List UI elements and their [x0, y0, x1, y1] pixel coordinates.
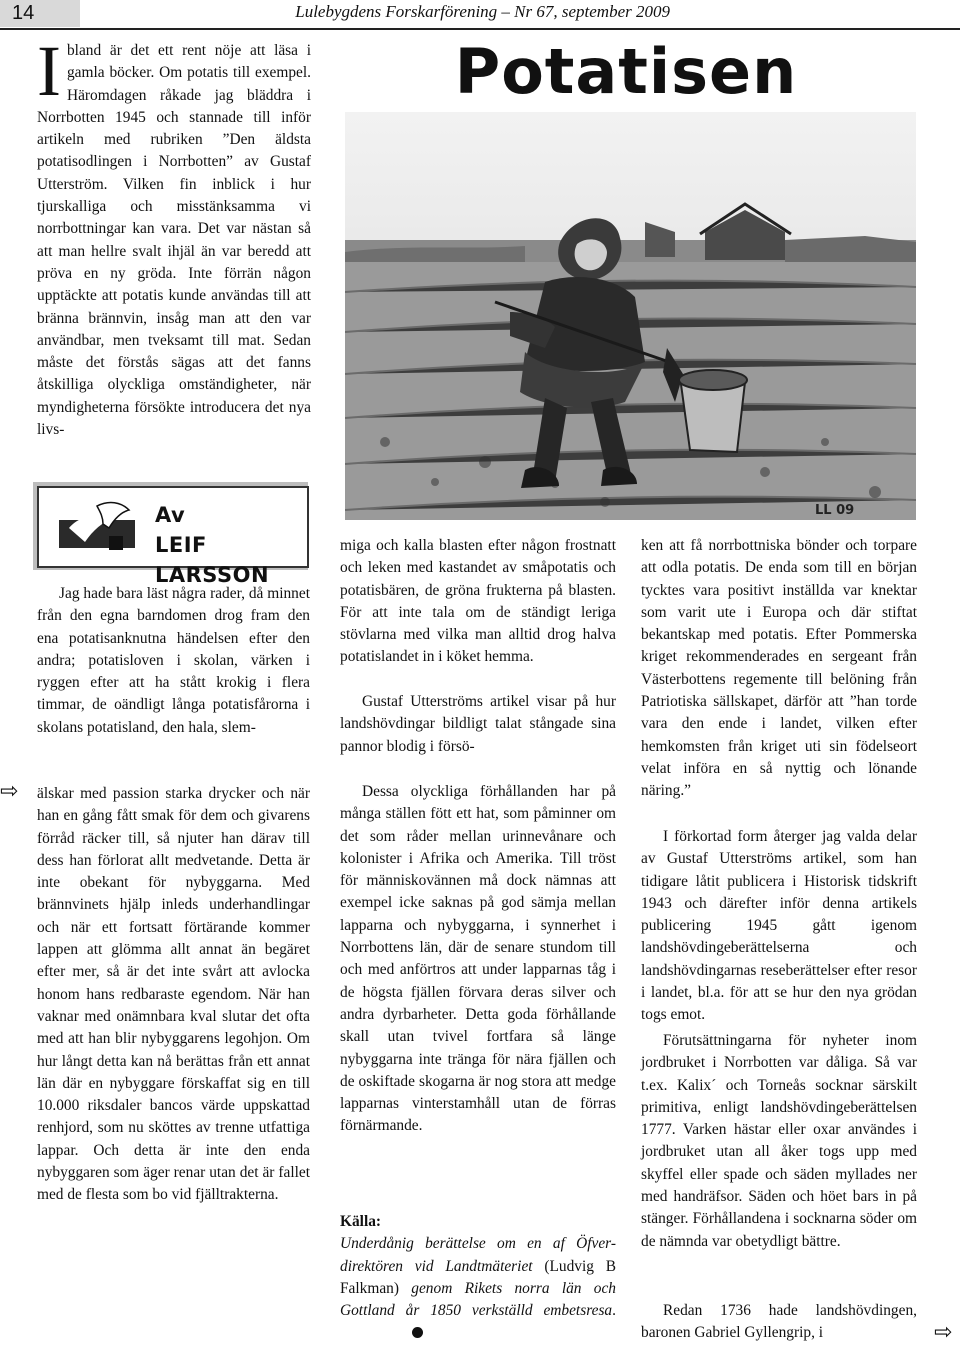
- end-mark: [412, 1327, 423, 1338]
- source-period: .: [612, 1302, 616, 1320]
- page-header: [0, 0, 960, 30]
- drop-cap: I: [37, 31, 61, 111]
- potato-digging-illustration: [345, 112, 916, 520]
- quill-and-inkwell-icon: [57, 498, 137, 562]
- intro-text: bland är det ett rent nöje att läsa i gamla böcker. Om potatis till exempel. Häromdagen råkade jag bläddra i Norrbotten 1945 och stannade till inför artikeln med rubriken ”Den äldsta potatisodlingen i Norrbotten” av Gustaf Utterström. Vilken fin inblick i hur tjurskalliga och misstänksamma vi norrbottningar kan vara. Det var nästan så att man hellre svalt ihjäl än var beredd att pröva en ny gröda. Inte förrän någon upptäckte att potatis kunde användas till att bränna brännvin, insåg man att den var användbar, men tveksamt till mat. Sedan måste det förstås sägas att det fanns åtskilliga olyckliga omständigheter, när myndigheterna försökte introducera det nya livs-: [37, 42, 311, 439]
- col3-paragraph-2: I förkortad form återger jag valda delar av Gustaf Utterströms artikel, som han tidigare låtit publicera i Historisk tidskrift 1943 och därefter inför denna artikels publicering 1945 gått igenom landshövdingeberättelserna och landshövdingarnas reseberättelser efter resor i landet, bl.a. för att se hur den nya grödan togs emot.: [641, 828, 917, 1024]
- col2-paragraph-2: Gustaf Utterströms artikel visar på hur landshövdingar bildligt talat stångade sina pannor blodig i försö-: [340, 693, 616, 755]
- col2-paragraph-1: miga och kalla blasten efter någon frostnatt och leken med kastandet av småpotatis och potatisbären, de gröna frukterna på blasten. För att inte tala om de ständigt leriga stövlarna med vilka man alltid drog halva potatislandet in i köket hemma.: [340, 537, 616, 666]
- col2-paragraph-3: Dessa olyckliga förhållanden har på många ställen fött ett hat, som påminner om det som råder mellan urinnevånare och kolonister i Afrika och Amerika. Till tröst för människovännen må dock nämnas att exempel icke saknas på god sämja mellan lapparna och nybyggarna, i synnerhet i Norrbottens län, där de senare stundom till och med anförtros att under lapparnas tåg i de högsta fjällen förvara deras silver och andra dyrbarheter. Detta goda förhållande skall utan tvivel fortfara så länge nybyggarna inte tränga för nära fjällen och de oskiftade skogarna är nog stora att medge lapparnas vinterstamhåll utan de förras förnärmande.: [340, 783, 616, 1135]
- byline-prefix: Av: [155, 503, 186, 527]
- col3-paragraph-1: ken att få norrbottniska bönder och torpare att odla potatis. De enda som till en början tycktes vara positivt inställda var knektar som varit ute i Europa och där stiftat bekantskap med potatis. Efter Pommerska kriget rekommenderades en sergeant från Västerbottens regemente till belöning från Patriotiska sällskapet, därför att ”han torde vara den ende i landet, vilken efter hemkomsten från kriget uti sin födelseort velat införa en så nyttig och lönande näring.”: [641, 537, 917, 800]
- source-title-2: genom Rikets norra län och Gottland år 1850 verkställd embetsresa: [340, 1279, 616, 1320]
- arrow-right-icon: ⇨: [0, 779, 19, 804]
- col3-paragraph-4: Redan 1736 hade landshövdingen, baronen Gabriel Gyllengrip, i: [641, 1302, 917, 1342]
- byline-box: [37, 486, 309, 587]
- byline: [155, 500, 307, 590]
- arrow-right-icon: ⇨: [934, 1320, 953, 1345]
- source-block: [340, 1211, 616, 1345]
- intro-paragraph: [37, 31, 311, 441]
- byline-author: LEIF LARSSON: [155, 533, 270, 587]
- illustration-signature: LL 09: [815, 503, 855, 518]
- source-title-1: Underdånig berättelse om en af Öfver-direktören vid Landtmäteriet: [340, 1235, 616, 1275]
- col1-paragraph-3: älskar med passion starka drycker och när han en gång fått smak för dem och givarens förråd räcker till, så njuter han därav till dess han förlorat allt medvetande. Detta är inte obekant för nybyggarna. Med brännvinets hjälp inleds underhandlingar och när ett fortsatt förtärande kommer lappen att glömma allt annat än begäret efter mer, så är det inte svårt att avlocka honom hans redbaraste egendom. När han vaknar med onämnbara kval slutar det ofta med att han blir nybyggarens legohjon. Om hur långt detta kan nå berättas från ett annat län där en nybyggare förskaffat sig en till 10.000 riksdaler bancos värde uppskattad renhjord, som nu sköttes av trenne utfattiga lappar. Och detta är inte den enda nybyggaren som äger renar utan det är fallet med de flesta som bo vid fjälltrakterna.: [37, 785, 310, 1204]
- article-title: Potatisen: [454, 35, 798, 108]
- header-rule: [0, 28, 960, 30]
- col1-paragraph-2: Jag hade bara läst några rader, då minnet från den egna barndomen drog fram den ena potatisanknutna händelsen efter den andra; potatisloven i skolan, värken i ryggen efter att ha stått krokig i flera timmar, de oändligt långa potatisfårorna i skolans potatisland, den hala, slem-: [37, 585, 310, 736]
- col3-paragraph-3: Förutsättningarna för nyheter inom jordbruket i Norrbotten var dåliga. Så var t.ex. Kalix´ och Torneås socknar särskilt primitiva, enligt landshövdingeberättelsen 1777. Varken hästar eller oxar användes i jordbruket utan all åker togs upp med skyffel eller spade och säden myllades ner med handräfsor. Säden och höet bars in på stänger. Förhållandena i socknarna söder om de nämnda var obetydligt bättre.: [641, 1032, 917, 1250]
- source-author: (Ludvig B Falkman): [340, 1257, 616, 1297]
- running-head: Lulebygdens Forskarförening – Nr 67, september 2009: [295, 2, 670, 21]
- page-number: 14: [0, 0, 80, 27]
- source-label: Källa:: [340, 1213, 382, 1230]
